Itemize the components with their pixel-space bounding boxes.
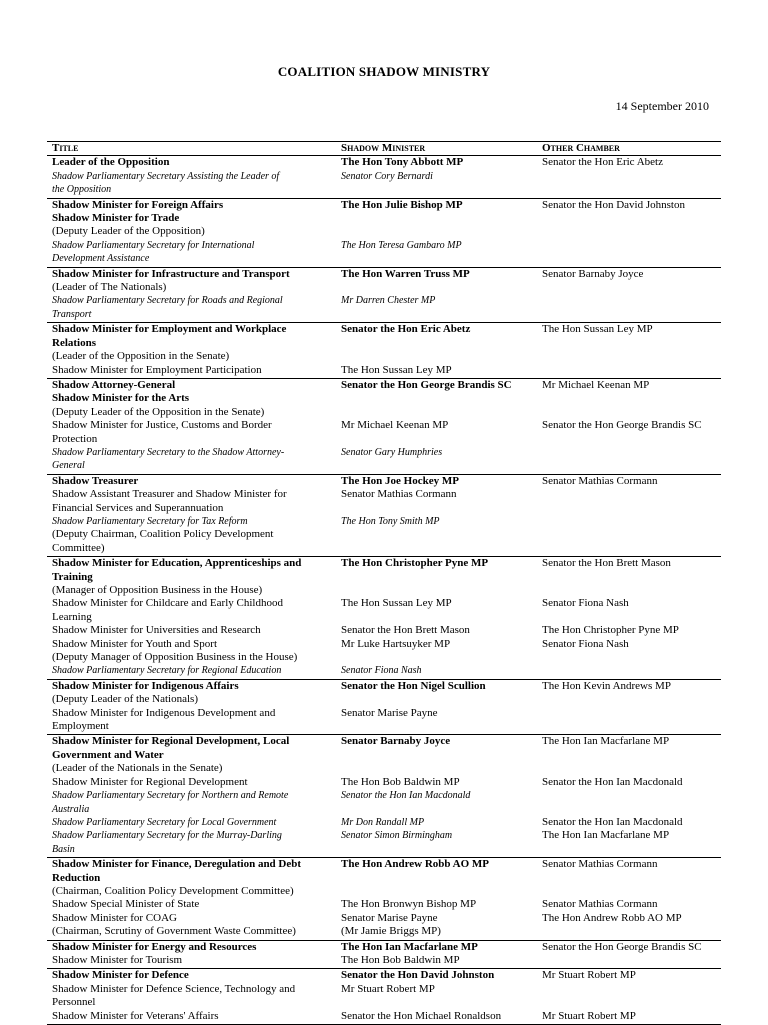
cell-title: Shadow Parliamentary Secretary for the Murray-Darling Basin	[52, 830, 282, 855]
cell-title: Shadow Treasurer	[52, 474, 139, 487]
cell-title: (Deputy Chairman, Coalition Policy Development Committee)	[52, 528, 274, 554]
document-date: 14 September 2010	[615, 99, 709, 113]
cell-title: Shadow Parliamentary Secretary for Roads and Regional Transport	[52, 295, 283, 320]
row-line	[47, 1010, 721, 1023]
cell-other-chamber: Senator Barnaby Joyce	[542, 267, 644, 280]
cell-other-chamber	[537, 983, 721, 1010]
cell-title: Shadow Minister for Veterans' Affairs	[52, 1009, 219, 1022]
cell-shadow-minister: The Hon Bob Baldwin MP	[341, 775, 460, 788]
cell-title: Shadow Parliamentary Secretary for Tax Reform	[52, 515, 248, 527]
cell-title: Shadow Minister for Trade	[52, 212, 180, 225]
row-line	[47, 515, 721, 528]
row-line	[47, 225, 721, 238]
cell-shadow-minister	[336, 693, 537, 706]
cell-shadow-minister: Mr Don Randall MP	[341, 816, 425, 828]
cell-title: Shadow Minister for Defence	[52, 969, 189, 982]
cell-title: Shadow Minister for COAG	[52, 911, 177, 924]
cell-other-chamber: Senator the Hon David Johnston	[542, 198, 685, 211]
cell-other-chamber: Senator Fiona Nash	[542, 597, 629, 610]
cell-shadow-minister: Senator the Hon Ian Macdonald	[341, 790, 471, 802]
cell-shadow-minister	[336, 584, 537, 597]
cell-shadow-minister: Senator the Hon George Brandis SC	[341, 378, 512, 391]
cell-shadow-minister	[336, 651, 537, 664]
table-row	[47, 735, 721, 858]
cell-shadow-minister: The Hon Sussan Ley MP	[341, 363, 452, 376]
row-line	[47, 954, 721, 967]
cell-other-chamber: The Hon Ian Macfarlane MP	[542, 735, 670, 748]
row-line	[47, 885, 721, 898]
cell-other-chamber	[537, 707, 721, 734]
cell-other-chamber	[537, 651, 721, 664]
row-line	[47, 983, 721, 1010]
row-line	[47, 597, 721, 624]
cell-title: Shadow Parliamentary Secretary for Regional Education	[52, 665, 282, 677]
cell-shadow-minister: Mr Luke Hartsuyker MP	[341, 637, 451, 650]
row-line	[47, 816, 721, 829]
cell-title: Shadow Minister for Employment and Workplace Relations	[52, 323, 287, 349]
cell-other-chamber	[537, 446, 721, 473]
cell-other-chamber	[537, 925, 721, 938]
header-other-chamber: Other Chamber	[542, 142, 620, 154]
cell-shadow-minister: Senator the Hon Eric Abetz	[341, 323, 471, 336]
cell-shadow-minister	[336, 885, 537, 898]
cell-title: Shadow Minister for Regional Development, Local Government and Water	[52, 735, 290, 761]
cell-other-chamber: Senator Fiona Nash	[542, 637, 629, 650]
cell-shadow-minister: Senator the Hon Brett Mason	[341, 624, 470, 637]
row-line	[47, 925, 721, 938]
table-row	[47, 268, 721, 324]
row-line	[47, 557, 721, 584]
cell-title: (Deputy Leader of the Opposition)	[52, 225, 205, 238]
cell-title: (Manager of Opposition Business in the House)	[52, 584, 263, 596]
cell-other-chamber	[537, 488, 721, 515]
row-line	[47, 199, 721, 212]
row-line	[47, 392, 721, 405]
row-line	[47, 488, 721, 515]
cell-shadow-minister: The Hon Christopher Pyne MP	[341, 557, 489, 570]
table-row	[47, 680, 721, 736]
row-line	[47, 829, 721, 856]
cell-other-chamber	[537, 954, 721, 967]
table-header	[47, 142, 721, 156]
cell-title: Shadow Minister for Foreign Affairs	[52, 198, 224, 211]
cell-title: Shadow Minister for Indigenous Development and Employment	[52, 706, 276, 733]
cell-other-chamber	[537, 225, 721, 238]
cell-title: Shadow Parliamentary Secretary to the Shadow Attorney- General	[52, 446, 285, 472]
cell-title: Shadow Special Minister of State	[52, 898, 200, 911]
cell-other-chamber: The Hon Andrew Robb AO MP	[542, 911, 682, 924]
table-body	[47, 156, 721, 1025]
row-line	[47, 294, 721, 321]
cell-shadow-minister	[336, 528, 537, 555]
cell-title: (Deputy Manager of Opposition Business in the House)	[52, 651, 298, 664]
cell-shadow-minister	[336, 350, 537, 363]
row-line	[47, 212, 721, 225]
cell-title: Shadow Minister for Energy and Resources	[52, 940, 257, 953]
row-line	[47, 664, 721, 677]
cell-title: (Leader of The Nationals)	[52, 281, 167, 294]
cell-shadow-minister: Senator Marise Payne	[341, 706, 438, 719]
header-shadow-minister: Shadow Minister	[341, 142, 426, 154]
cell-other-chamber: Senator the Hon Ian Macdonald	[542, 815, 683, 828]
cell-shadow-minister: Senator Simon Birmingham	[341, 830, 453, 842]
cell-other-chamber: Senator the Hon Brett Mason	[542, 557, 671, 570]
cell-title: Shadow Parliamentary Secretary for Northern and Remote Australia	[52, 790, 289, 815]
cell-title: Shadow Minister for Education, Apprenticeships and Training	[52, 557, 302, 583]
row-line	[47, 941, 721, 954]
cell-title: Shadow Minister for Regional Development	[52, 775, 248, 788]
cell-shadow-minister: Senator Cory Bernardi	[341, 170, 433, 182]
row-line	[47, 364, 721, 377]
row-line	[47, 406, 721, 419]
cell-title: Shadow Minister for Finance, Deregulation and Debt Reduction	[52, 858, 302, 884]
cell-other-chamber: Mr Michael Keenan MP	[542, 378, 650, 391]
cell-other-chamber: Senator Mathias Cormann	[542, 474, 658, 487]
cell-title: Shadow Minister for Employment Participation	[52, 363, 262, 376]
cell-title: Shadow Minister for Defence Science, Technology and Personnel	[52, 982, 296, 1009]
table-row	[47, 941, 721, 970]
cell-shadow-minister: The Hon Tony Smith MP	[341, 515, 440, 527]
cell-other-chamber: Mr Stuart Robert MP	[542, 969, 636, 982]
cell-shadow-minister: Senator Mathias Cormann	[341, 488, 457, 501]
cell-other-chamber	[537, 294, 721, 321]
table-row	[47, 858, 721, 940]
cell-shadow-minister: The Hon Tony Abbott MP	[341, 156, 464, 169]
cell-shadow-minister: Mr Michael Keenan MP	[341, 419, 449, 432]
row-line	[47, 680, 721, 693]
cell-other-chamber	[537, 281, 721, 294]
cell-title: (Chairman, Coalition Policy Development Committee)	[52, 884, 294, 897]
cell-other-chamber: Senator the Hon George Brandis SC	[542, 419, 702, 432]
cell-other-chamber	[537, 392, 721, 405]
cell-shadow-minister: Senator Barnaby Joyce	[341, 735, 451, 748]
row-line	[47, 638, 721, 651]
cell-shadow-minister: Senator the Hon Nigel Scullion	[341, 679, 486, 692]
cell-shadow-minister	[336, 281, 537, 294]
row-line	[47, 475, 721, 488]
table-row	[47, 475, 721, 557]
cell-other-chamber: The Hon Ian Macfarlane MP	[542, 829, 670, 842]
cell-other-chamber	[537, 762, 721, 775]
row-line	[47, 419, 721, 446]
cell-other-chamber	[537, 584, 721, 597]
row-line	[47, 898, 721, 911]
cell-shadow-minister: The Hon Bronwyn Bishop MP	[341, 898, 477, 911]
row-line	[47, 735, 721, 762]
row-line	[47, 379, 721, 392]
row-line	[47, 912, 721, 925]
cell-shadow-minister: Senator Fiona Nash	[341, 665, 422, 677]
cell-shadow-minister: (Mr Jamie Briggs MP)	[341, 925, 441, 938]
cell-title: Shadow Minister for Youth and Sport	[52, 637, 218, 650]
cell-shadow-minister	[336, 762, 537, 775]
cell-other-chamber	[537, 789, 721, 816]
cell-other-chamber	[537, 212, 721, 225]
cell-shadow-minister: Senator the Hon David Johnston	[341, 969, 495, 982]
header-title: Title	[52, 142, 79, 154]
cell-title: Leader of the Opposition	[52, 156, 170, 169]
cell-shadow-minister: The Hon Andrew Robb AO MP	[341, 858, 490, 871]
cell-title: Shadow Minister for Indigenous Affairs	[52, 679, 239, 692]
cell-shadow-minister	[336, 225, 537, 238]
cell-other-chamber: Senator Mathias Cormann	[542, 858, 658, 871]
ministry-table	[47, 141, 721, 1025]
cell-other-chamber: Senator the Hon Eric Abetz	[542, 156, 663, 169]
table-row	[47, 323, 721, 379]
cell-other-chamber: Senator Mathias Cormann	[542, 898, 658, 911]
cell-other-chamber: The Hon Kevin Andrews MP	[542, 679, 671, 692]
cell-shadow-minister: Senator Marise Payne	[341, 911, 438, 924]
cell-shadow-minister: Mr Stuart Robert MP	[341, 982, 435, 995]
table-row	[47, 969, 721, 1025]
cell-other-chamber: The Hon Christopher Pyne MP	[542, 624, 679, 637]
cell-title: Shadow Minister for the Arts	[52, 392, 190, 405]
cell-other-chamber	[537, 364, 721, 377]
row-line	[47, 693, 721, 706]
row-line	[47, 239, 721, 266]
cell-shadow-minister: The Hon Teresa Gambaro MP	[341, 239, 462, 251]
row-line	[47, 584, 721, 597]
row-line	[47, 858, 721, 885]
cell-title: (Deputy Leader of the Nationals)	[52, 693, 198, 706]
cell-shadow-minister: The Hon Julie Bishop MP	[341, 198, 463, 211]
cell-title: Shadow Minister for Tourism	[52, 953, 183, 966]
cell-shadow-minister: Mr Darren Chester MP	[341, 295, 436, 307]
cell-title: Shadow Parliamentary Secretary Assisting the Leader of the Opposition	[52, 170, 280, 196]
cell-title: Shadow Minister for Justice, Customs and Border Protection	[52, 419, 272, 445]
row-line	[47, 651, 721, 664]
cell-title: Shadow Parliamentary Secretary for International Development Assistance	[52, 239, 255, 265]
cell-title: (Chairman, Scrutiny of Government Waste Committee)	[52, 925, 296, 938]
cell-shadow-minister: The Hon Bob Baldwin MP	[341, 953, 460, 966]
cell-title: Shadow Attorney-General	[52, 378, 176, 391]
cell-shadow-minister: Senator the Hon Michael Ronaldson	[341, 1009, 502, 1022]
cell-other-chamber	[537, 664, 721, 677]
cell-other-chamber	[537, 515, 721, 528]
cell-other-chamber	[537, 170, 721, 197]
cell-shadow-minister	[336, 406, 537, 419]
cell-title: Shadow Minister for Infrastructure and Transport	[52, 267, 290, 280]
row-line	[47, 789, 721, 816]
cell-other-chamber: Senator the Hon George Brandis SC	[542, 940, 702, 953]
cell-shadow-minister: Senator Gary Humphries	[341, 446, 443, 458]
row-line	[47, 156, 721, 169]
row-line	[47, 762, 721, 775]
cell-shadow-minister: The Hon Joe Hockey MP	[341, 474, 459, 487]
cell-other-chamber	[537, 693, 721, 706]
table-row	[47, 199, 721, 268]
cell-shadow-minister	[336, 212, 537, 225]
cell-shadow-minister	[336, 392, 537, 405]
cell-other-chamber	[537, 528, 721, 555]
cell-title: (Leader of the Nationals in the Senate)	[52, 762, 223, 775]
row-line	[47, 170, 721, 197]
row-line	[47, 323, 721, 350]
cell-title: Shadow Minister for Universities and Research	[52, 624, 261, 637]
cell-title: Shadow Assistant Treasurer and Shadow Minister for Financial Services and Superannuation	[52, 488, 287, 514]
row-line	[47, 776, 721, 789]
cell-other-chamber	[537, 350, 721, 363]
cell-title: (Leader of the Opposition in the Senate)	[52, 350, 230, 363]
cell-other-chamber	[537, 885, 721, 898]
cell-other-chamber	[537, 239, 721, 266]
row-line	[47, 268, 721, 281]
cell-other-chamber: Senator the Hon Ian Macdonald	[542, 775, 683, 788]
cell-title: (Deputy Leader of the Opposition in the Senate)	[52, 405, 265, 418]
row-line	[47, 969, 721, 982]
cell-shadow-minister: The Hon Ian Macfarlane MP	[341, 940, 478, 953]
row-line	[47, 281, 721, 294]
table-row	[47, 379, 721, 475]
cell-other-chamber	[537, 406, 721, 419]
document-title: COALITION SHADOW MINISTRY	[277, 64, 491, 79]
table-row	[47, 557, 721, 680]
cell-shadow-minister: The Hon Sussan Ley MP	[341, 597, 452, 610]
table-row	[47, 156, 721, 198]
row-line	[47, 350, 721, 363]
row-line	[47, 707, 721, 734]
cell-title: Shadow Parliamentary Secretary for Local Government	[52, 816, 277, 828]
row-line	[47, 446, 721, 473]
row-line	[47, 624, 721, 637]
cell-other-chamber: The Hon Sussan Ley MP	[542, 323, 653, 336]
cell-other-chamber: Mr Stuart Robert MP	[542, 1009, 636, 1022]
row-line	[47, 528, 721, 555]
cell-title: Shadow Minister for Childcare and Early Childhood Learning	[52, 597, 283, 623]
cell-shadow-minister: The Hon Warren Truss MP	[341, 267, 470, 280]
